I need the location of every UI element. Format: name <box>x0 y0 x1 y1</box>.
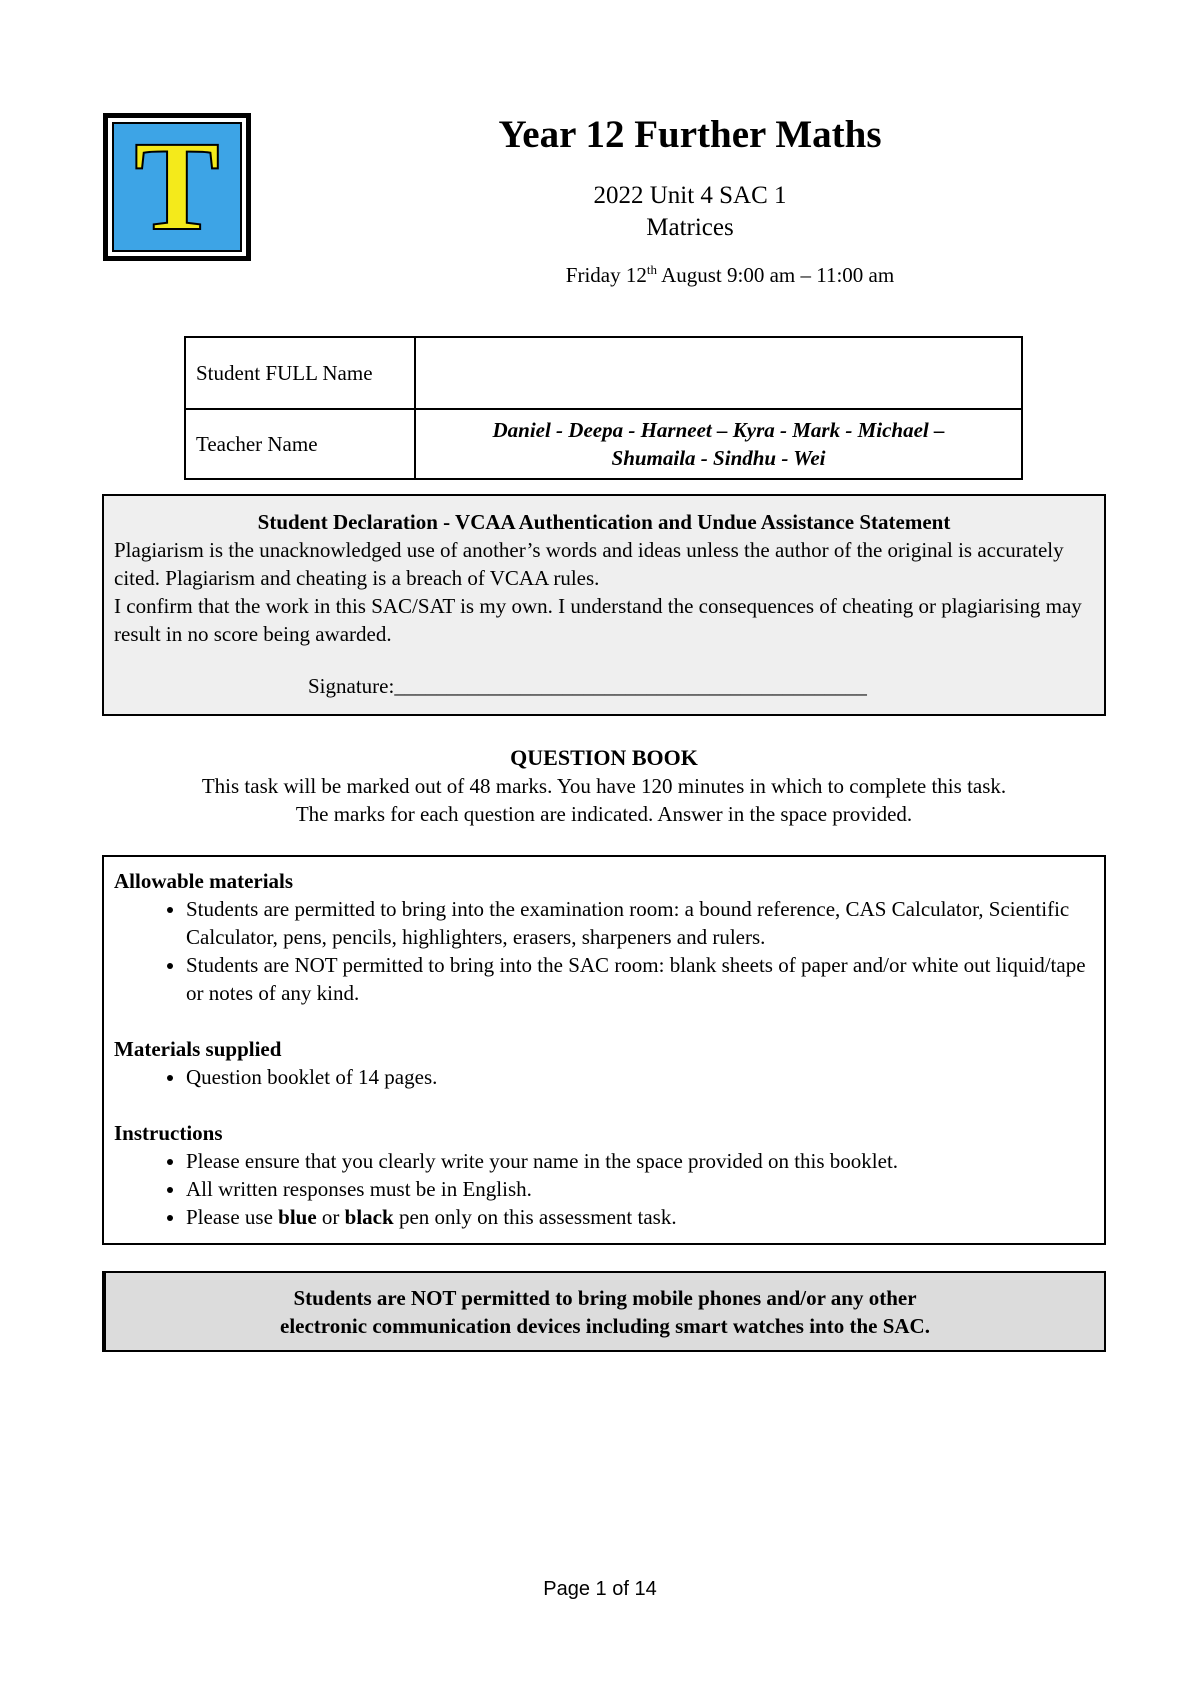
declaration-title: Student Declaration - VCAA Authentication and Undue Assistance Statement <box>257 510 951 534</box>
document-title: Year 12 Further Maths <box>498 113 882 156</box>
mobile-phone-warning: Students are NOT permitted to bring mobile phones and/or any other electronic communication devices including smart watches into the SAC. <box>102 1271 1106 1352</box>
list-item: • Please ensure that you clearly write your name in the space provided on this booklet. <box>186 1147 1094 1175</box>
date-line <box>380 262 1080 288</box>
marks-info: This task will be marked out of 48 marks. You have 120 minutes in which to complete this task. <box>201 774 1007 798</box>
question-book-title: QUESTION BOOK <box>510 745 698 770</box>
page-number: Page 1 of 14 <box>543 1578 657 1600</box>
pen-black: black <box>344 1205 394 1229</box>
date-rest: August 9:00 am – 11:00 am <box>656 263 895 287</box>
instructions-list <box>114 1147 1094 1231</box>
instructions-heading: Instructions <box>114 1121 223 1145</box>
materials-supplied-heading: Materials supplied <box>114 1037 282 1061</box>
student-declaration-box <box>102 494 1106 716</box>
pen-blue: blue <box>278 1205 317 1229</box>
student-name-field[interactable] <box>415 337 1022 409</box>
teacher-names <box>415 409 1022 479</box>
allowable-materials-heading: Allowable materials <box>114 869 294 893</box>
list-item: • Students are NOT permitted to bring into the SAC room: blank sheets of paper and/or white out liquid/tape or notes of any kind. <box>186 951 1094 1007</box>
date-prefix: Friday 12 <box>565 263 647 287</box>
pen-text: Please use <box>186 1205 279 1229</box>
logo-letter: T <box>134 115 220 257</box>
logo-badge <box>112 115 242 257</box>
declaration-plagiarism-text: Plagiarism is the unacknowledged use of another’s words and ideas unless the author of the original is accurately cited. Plagiarism and cheating is a breach of VCAA rules. <box>114 538 1064 590</box>
signature-line[interactable]: Signature:_____________________________________________ <box>308 674 867 698</box>
list-item: • Question booklet of 14 pages. <box>186 1063 1094 1091</box>
student-name-row <box>185 337 1022 409</box>
student-info-table <box>184 336 1023 480</box>
document-subtitle <box>380 180 1000 244</box>
materials-supplied-list <box>114 1063 1094 1091</box>
question-book-section <box>102 744 1106 828</box>
materials-box <box>102 855 1106 1245</box>
teacher-name-row <box>185 409 1022 479</box>
pen-text: pen only on this assessment task. <box>393 1205 677 1229</box>
pen-text: or <box>316 1205 345 1229</box>
teacher-names-line1: Daniel - Deepa - Harneet – Kyra - Mark - Michael – <box>492 418 945 442</box>
date-ordinal: th <box>646 262 657 277</box>
unit-line: 2022 Unit 4 SAC 1 <box>593 182 787 209</box>
list-item: • Students are permitted to bring into the examination room: a bound reference, CAS Calculator, Scientific Calculator, pens, pencils, highlighters, erasers, sharpeners and rulers. <box>186 895 1094 951</box>
topic-line: Matrices <box>646 214 734 241</box>
declaration-confirm-text: I confirm that the work in this SAC/SAT is my own. I understand the consequences of cheating or plagiarising may result in no score being awarded. <box>114 594 1082 646</box>
teacher-name-label: Teacher Name <box>185 409 415 479</box>
marks-indicated-info: The marks for each question are indicated. Answer in the space provided. <box>295 802 913 826</box>
student-name-label: Student FULL Name <box>185 337 415 409</box>
allowable-materials-list <box>114 895 1094 1007</box>
pen-instruction <box>186 1203 1094 1231</box>
list-item: • All written responses must be in English. <box>186 1175 1094 1203</box>
school-logo <box>103 113 251 261</box>
teacher-names-line2: Shumaila - Sindhu - Wei <box>611 446 826 470</box>
